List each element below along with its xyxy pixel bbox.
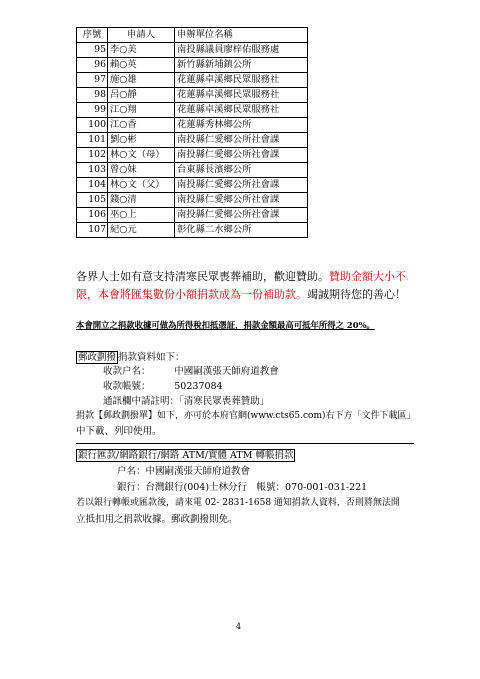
serial-cell: 99 (77, 103, 108, 118)
postal-download-1: 捐款【郵政劃撥單】如下，亦可於本府官網(www.cts65.com)右下方「文件下載區」 (76, 411, 416, 421)
serial-cell: 104 (77, 178, 108, 193)
applicant-cell: 江○香 (108, 118, 175, 133)
serial-cell: 96 (77, 58, 108, 73)
postal-account: 收款帳號： 50237084 (103, 381, 223, 392)
applicant-cell: 林○文（父） (108, 178, 175, 193)
page-number: 4 (236, 622, 242, 631)
applicant-cell: 呂○靜 (108, 88, 175, 103)
serial-cell: 103 (77, 163, 108, 178)
serial-cell: 107 (77, 223, 108, 238)
table-row (77, 43, 308, 58)
table-row (77, 193, 308, 208)
bank-header (76, 449, 295, 462)
table-row (77, 103, 308, 118)
table-row (77, 118, 308, 133)
bank-account-info: 銀行：台灣銀行(004)士林分行 帳號：070-001-031-221 (117, 482, 368, 493)
table-row (77, 58, 308, 73)
unit-cell: 南投縣仁愛鄉公所社會課 (175, 208, 308, 223)
unit-cell: 南投縣仁愛鄉公所社會課 (175, 178, 308, 193)
applicant-cell: 李○美 (108, 43, 175, 58)
unit-cell: 南投縣仁愛鄉公所社會課 (175, 193, 308, 208)
serial-cell: 95 (77, 43, 108, 58)
section-divider (76, 443, 414, 444)
table-row (77, 178, 308, 193)
applicant-cell: 巫○上 (108, 208, 175, 223)
unit-cell: 花蓮縣卓溪鄉民眾服務社 (175, 103, 308, 118)
table-header-row (77, 28, 308, 43)
tax-deduction-note: 本會開立之捐款收據可做為所得稅扣抵憑証，捐款金額最高可抵年所得之 20%。 (76, 320, 375, 330)
unit-cell: 新竹縣新埔鎮公所 (175, 58, 308, 73)
postal-label: 郵政劃撥 (78, 352, 117, 363)
postal-payee: 收款户名： 中國嗣漢張天師府道教會 (103, 366, 279, 377)
postal-memo: 通訊欄中請註明：「清寒民眾喪葬贊助」 (103, 396, 270, 407)
applicant-cell: 錢○清 (108, 193, 175, 208)
unit-cell: 花蓮縣卓溪鄉民眾服務社 (175, 73, 308, 88)
unit-cell: 花蓮縣卓溪鄉民眾服務社 (175, 88, 308, 103)
appeal-text: 各界人士如有意支持清寒民眾喪葬補助，歡迎贊助。 (76, 270, 329, 283)
unit-cell: 南投縣仁愛鄉公所社會課 (175, 148, 308, 163)
applicant-cell: 賴○英 (108, 58, 175, 73)
applicant-cell: 江○翔 (108, 103, 175, 118)
table-row (77, 88, 308, 103)
serial-cell: 102 (77, 148, 108, 163)
applicant-cell: 施○雄 (108, 73, 175, 88)
bank-label: 銀行匯款/網路銀行/網路 ATM/實體 ATM 轉帳捐款 (78, 450, 294, 461)
serial-cell: 106 (77, 208, 108, 223)
appeal-closing: 竭誠期待您的善心！ (307, 288, 406, 301)
table-row (77, 208, 308, 223)
bank-account-name: 户名：中國嗣漢張天師府道教會 (117, 466, 251, 477)
unit-cell: 南投縣仁愛鄉公所社會課 (175, 133, 308, 148)
bank-note-2: 立抵扣用之捐款收據。郵政劃撥則免。 (76, 514, 238, 525)
table-row (77, 223, 308, 238)
table-row (77, 73, 308, 88)
applicant-table (76, 27, 308, 238)
unit-cell: 花蓮縣秀林鄉公所 (175, 118, 308, 133)
serial-cell: 101 (77, 133, 108, 148)
serial-cell: 100 (77, 118, 108, 133)
serial-cell: 105 (77, 193, 108, 208)
appeal-red-text: 贊助金額大小不限，本會將匯集數份小額捐款成為一份補助款。 (76, 270, 406, 301)
applicant-cell: 劉○彬 (108, 133, 175, 148)
table-row (77, 163, 308, 178)
appeal-paragraph (76, 268, 416, 304)
header-serial: 序號 (77, 28, 108, 43)
applicant-cell: 曾○妹 (108, 163, 175, 178)
serial-cell: 98 (77, 88, 108, 103)
serial-cell: 97 (77, 73, 108, 88)
header-unit: 申辦單位名稱 (175, 28, 308, 43)
postal-header (76, 351, 185, 364)
unit-cell: 台東縣長濱鄉公所 (175, 163, 308, 178)
applicant-cell: 林○文（母） (108, 148, 175, 163)
table-row (77, 133, 308, 148)
table-row (77, 148, 308, 163)
bank-note-1: 若以銀行轉帳或匯款後，請來電 02- 2831-1658 通知捐款人資料，否則將無法開 (76, 498, 400, 508)
unit-cell: 彰化縣二水鄉公所 (175, 223, 308, 238)
applicant-cell: 紀○元 (108, 223, 175, 238)
unit-cell: 南投縣議員廖梓佑服務處 (175, 43, 308, 58)
postal-intro: 捐款資料如下： (118, 352, 185, 363)
header-applicant: 申請人 (108, 28, 175, 43)
postal-download-2: 中下載、列印使用。 (76, 426, 162, 437)
